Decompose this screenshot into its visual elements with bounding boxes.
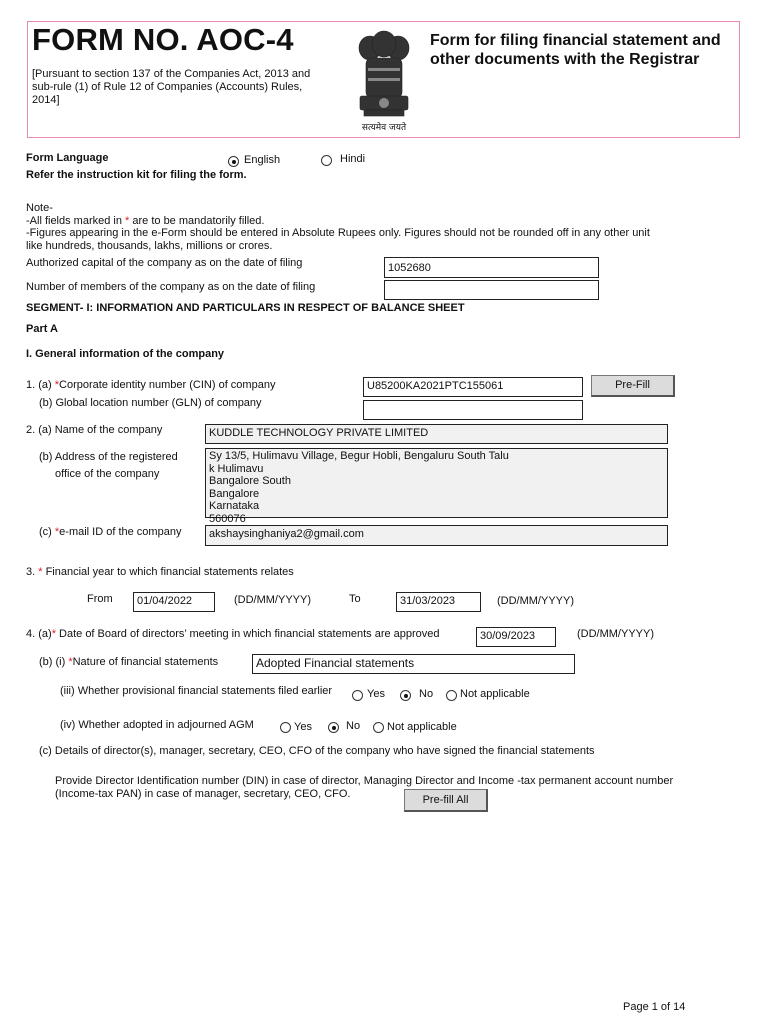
note-block — [26, 202, 666, 252]
pursuant-text: [Pursuant to section 137 of the Companies Act, 2013 and sub-rule (1) of Rule 12 of Companies (Accounts) Rules, 2014] — [32, 68, 311, 106]
cin-label-prefix: 1. (a) — [26, 379, 55, 391]
required-star: * — [51, 628, 56, 640]
required-star: * — [68, 656, 73, 668]
prefill-all-button[interactable]: Pre-fill All — [404, 789, 488, 812]
segment-title: SEGMENT- I: INFORMATION AND PARTICULARS IN RESPECT OF BALANCE SHEET — [26, 302, 465, 314]
board-meeting-text: Date of Board of directors’ meeting in which financial statements are approved — [55, 628, 440, 640]
members-count-label: Number of members of the company as on the date of filing — [26, 281, 316, 293]
address-line: Karnataka — [209, 500, 260, 512]
gln-field[interactable] — [363, 400, 583, 420]
agm-yes-label: Yes — [294, 721, 312, 733]
emblem-motto: सत्यमेव जयते — [361, 123, 407, 133]
email-label-text: e-mail ID of the company — [59, 526, 182, 538]
address-line: 560076 — [209, 512, 246, 525]
address-line: Sy 13/5, Hulimavu Village, Begur Hobli, Bengaluru South Talu — [209, 450, 509, 462]
agm-no-radio[interactable] — [328, 722, 339, 733]
provisional-statements-label: (iii) Whether provisional financial statements filed earlier — [60, 685, 333, 697]
address-label-line1: (b) Address of the registered — [39, 451, 178, 463]
provisional-no-label: No — [419, 688, 434, 700]
board-meeting-date-field[interactable]: 30/09/2023 — [476, 627, 556, 647]
required-star: * — [54, 379, 60, 391]
required-star: * — [38, 566, 43, 578]
address-line: k Hulimavu — [209, 462, 264, 475]
agm-na-label: Not applicable — [387, 721, 457, 733]
required-star: * — [125, 214, 130, 227]
nature-label — [39, 656, 218, 668]
form-title: FORM NO. AOC-4 — [32, 22, 294, 57]
note-heading: Note- — [26, 202, 53, 214]
to-date-field[interactable]: 31/03/2023 — [396, 592, 481, 612]
provisional-na-radio[interactable] — [446, 690, 457, 701]
instruction-kit-text: Refer the instruction kit for filing the form. — [26, 169, 247, 181]
note-mandatory-prefix: -All fields marked in — [26, 214, 126, 227]
language-hindi-label: Hindi — [340, 153, 366, 165]
members-count-field[interactable] — [384, 280, 599, 300]
email-label-prefix: (c) — [39, 526, 55, 538]
provisional-no-radio[interactable] — [400, 690, 411, 701]
authorized-capital-label: Authorized capital of the company as on the date of filing — [26, 257, 303, 269]
to-label: To — [349, 593, 361, 605]
signatories-label: (c) Details of director(s), manager, secretary, CEO, CFO of the company who have signed the financial statements — [39, 745, 595, 757]
form-header — [27, 21, 740, 138]
board-meeting-label — [26, 628, 440, 640]
agm-na-radio[interactable] — [373, 722, 384, 733]
page-number: Page 1 of 14 — [623, 1001, 686, 1013]
adjourned-agm-label: (iv) Whether adopted in adjourned AGM — [60, 719, 254, 731]
address-line: Bangalore — [209, 487, 260, 500]
form-language-label: Form Language — [26, 152, 109, 164]
din-instruction-line2: (Income-tax PAN) in case of manager, secretary, CEO, CFO. — [55, 788, 351, 800]
from-label: From — [87, 593, 113, 605]
din-instruction-line1: Provide Director Identification number (DIN) in case of director, Managing Director and Income -tax permanent account number — [55, 775, 674, 787]
nature-label-text: Nature of financial statements — [72, 656, 219, 668]
address-label-line2: office of the company — [55, 468, 160, 480]
board-date-format: (DD/MM/YYYY) — [577, 628, 654, 640]
language-english-radio[interactable] — [228, 156, 239, 167]
general-info-title: I. General information of the company — [26, 348, 225, 360]
from-date-field[interactable]: 01/04/2022 — [133, 592, 215, 612]
to-date-format: (DD/MM/YYYY) — [497, 595, 574, 607]
language-hindi-radio[interactable] — [321, 155, 332, 166]
email-label — [39, 526, 181, 538]
required-star: * — [54, 526, 60, 538]
cin-field[interactable]: U85200KA2021PTC155061 — [363, 377, 583, 397]
agm-yes-radio[interactable] — [280, 722, 291, 733]
cin-label — [26, 379, 275, 391]
provisional-yes-label: Yes — [367, 688, 385, 700]
financial-year-text: Financial year to which financial statements relates — [42, 566, 294, 578]
address-line: Bangalore South — [209, 475, 291, 487]
gln-label: (b) Global location number (GLN) of company — [39, 397, 262, 409]
from-date-format: (DD/MM/YYYY) — [234, 594, 311, 606]
national-emblem-icon — [348, 28, 420, 134]
note-figures: -Figures appearing in the e-Form should be entered in Absolute Rupees only. Figures should not be rounded off in any other unit like hundreds, thousands, lakhs, millions or crores. — [26, 227, 650, 252]
authorized-capital-field[interactable]: 1052680 — [384, 257, 599, 278]
nature-label-prefix: (b) (i) — [39, 656, 69, 668]
financial-year-label — [26, 566, 294, 578]
note-mandatory — [26, 215, 666, 228]
company-name-field[interactable]: KUDDLE TECHNOLOGY PRIVATE LIMITED — [205, 424, 668, 444]
financial-year-prefix: 3. — [26, 566, 39, 578]
company-name-label: 2. (a) Name of the company — [26, 424, 163, 436]
provisional-yes-radio[interactable] — [352, 690, 363, 701]
part-a-title: Part A — [26, 323, 58, 335]
board-meeting-prefix: 4. (a) — [26, 628, 52, 640]
note-mandatory-suffix: are to be mandatorily filled. — [129, 214, 265, 227]
email-field[interactable]: akshaysinghaniya2@gmail.com — [205, 525, 668, 546]
national-emblem — [348, 28, 420, 134]
cin-label-text: Corporate identity number (CIN) of company — [59, 379, 276, 391]
form-purpose: Form for filing financial statement and other documents with the Registrar — [430, 32, 721, 68]
nature-of-statements-field[interactable]: Adopted Financial statements — [252, 654, 575, 674]
registered-address-field[interactable] — [205, 448, 668, 525]
language-english-label: English — [244, 154, 281, 166]
prefill-button[interactable]: Pre-Fill — [591, 375, 675, 397]
agm-no-label: No — [346, 720, 361, 732]
provisional-na-label: Not applicable — [460, 688, 530, 700]
